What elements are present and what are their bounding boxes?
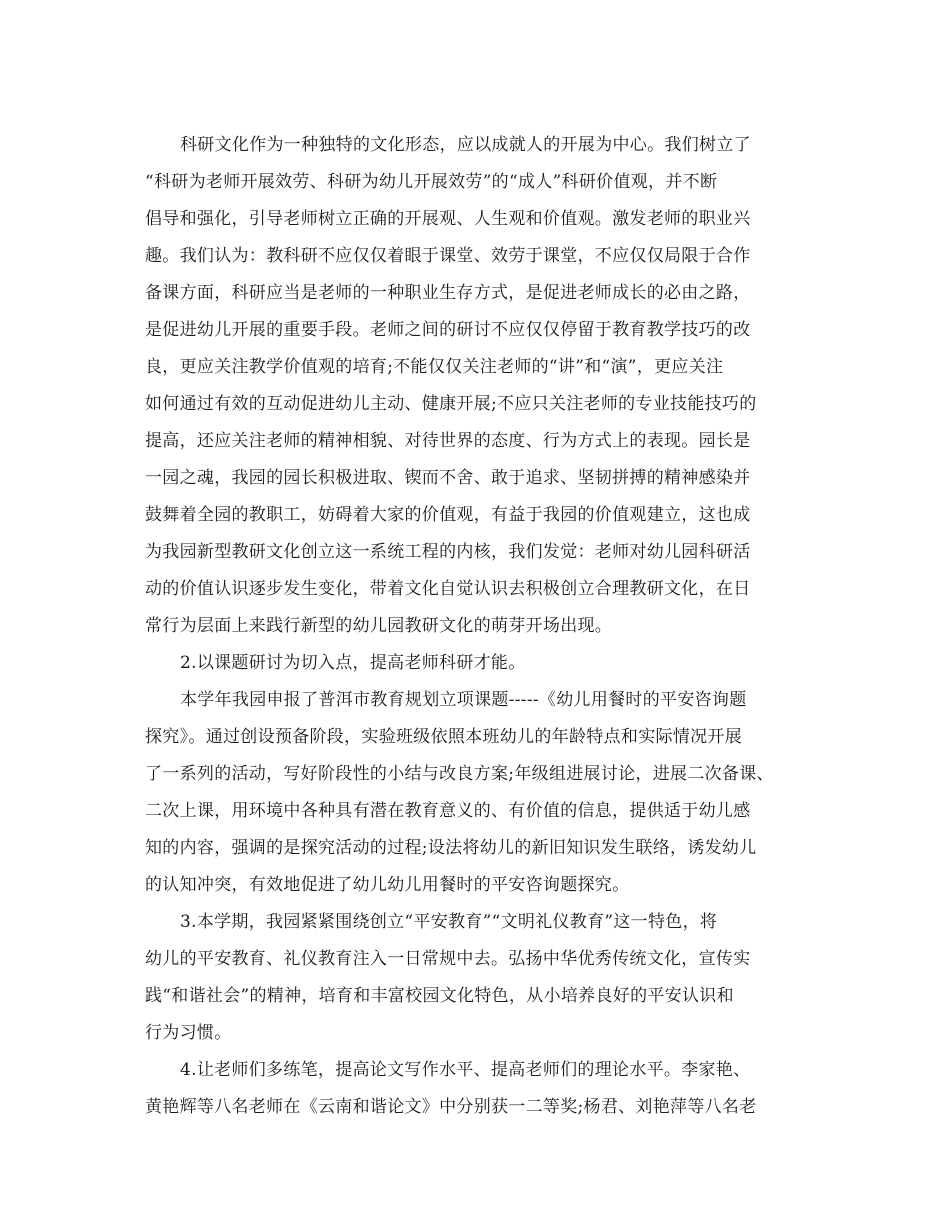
paragraph-line: “科研为老师开展效劳、科研为幼儿开展效劳”的“成人”科研价值观，并不断 — [145, 172, 718, 192]
paragraph-line: 二次上课，用环境中各种具有潜在教育意义的、有价值的信息，提供适于幼儿感 — [145, 801, 751, 821]
paragraph-line: 3.本学期，我园紧紧围绕创立“平安教育”“文明礼仪教育”这一特色，将 — [180, 912, 718, 932]
paragraph-line: 的认知冲突，有效地促进了幼儿幼儿用餐时的平安咨询题探究。 — [145, 875, 630, 895]
paragraph-line: 践“和谐社会”的精神，培育和丰富校园文化特色，从小培养良好的平安认识和 — [145, 986, 734, 1006]
paragraph-line: 是促进幼儿开展的重要手段。老师之间的研讨不应仅仅停留于教育教学技巧的改 — [145, 320, 751, 340]
paragraph-line: 科研文化作为一种独特的文化形态，应以成就人的开展为中心。我们树立了 — [180, 135, 751, 155]
paragraph-line: 提高，还应关注老师的精神相貌、对待世界的态度、行为方式上的表现。园长是 — [145, 431, 751, 451]
paragraph-line: 为我园新型教研文化创立这一系统工程的内核，我们发觉：老师对幼儿园科研活 — [145, 542, 751, 562]
paragraph-line: 知的内容，强调的是探究活动的过程;设法将幼儿的新旧知识发生联络，诱发幼儿 — [145, 838, 757, 858]
paragraph-line: 备课方面，科研应当是老师的一种职业生存方式，是促进老师成长的必由之路， — [145, 283, 751, 303]
paragraph-line: 倡导和强化，引导老师树立正确的开展观、人生观和价值观。激发老师的职业兴 — [145, 209, 751, 229]
paragraph-line: 一园之魂，我园的园长积极进取、锲而不舍、敢于追求、坚韧拼搏的精神感染并 — [145, 468, 751, 488]
paragraph-line: 4.让老师们多练笔，提高论文写作水平、提高老师们的理论水平。李家艳、 — [180, 1060, 751, 1080]
paragraph-line: 行为习惯。 — [145, 1023, 232, 1043]
paragraph-line: 动的价值认识逐步发生变化，带着文化自觉认识去积极创立合理教研文化，在日 — [145, 579, 751, 599]
paragraph-line: 鼓舞着全园的教职工，妨碍着大家的价值观，有益于我园的价值观建立，这也成 — [145, 505, 751, 525]
paragraph-line: 探究》。通过创设预备阶段，实验班级依照本班幼儿的年龄特点和实际情况开展 — [145, 727, 742, 747]
paragraph-line: 幼儿的平安教育、礼仪教育注入一日常规中去。弘扬中华优秀传统文化，宣传实 — [145, 949, 751, 969]
paragraph-line: 了一系列的活动，写好阶段性的小结与改良方案;年级组进展讨论，进展二次备课、 — [145, 764, 774, 784]
paragraph-line: 常行为层面上来践行新型的幼儿园教研文化的萌芽开场出现。 — [145, 616, 613, 636]
paragraph-line: 黄艳辉等八名老师在《云南和谐论文》中分别获一二等奖;杨君、刘艳萍等八名老 — [145, 1097, 757, 1117]
section-heading: 2.以课题研讨为切入点，提高老师科研才能。 — [180, 653, 526, 673]
paragraph-line: 良，更应关注教学价值观的培育;不能仅仅关注老师的“讲”和“演”，更应关注 — [145, 357, 724, 377]
paragraph-line: 如何通过有效的互动促进幼儿主动、健康开展;不应只关注老师的专业技能技巧的 — [145, 394, 757, 414]
paragraph-line: 趣。我们认为：教科研不应仅仅着眼于课堂、效劳于课堂，不应仅仅局限于合作 — [145, 246, 751, 266]
paragraph-line: 本学年我园申报了普洱市教育规划立项课题-----《幼儿用餐时的平安咨询题 — [180, 690, 747, 710]
